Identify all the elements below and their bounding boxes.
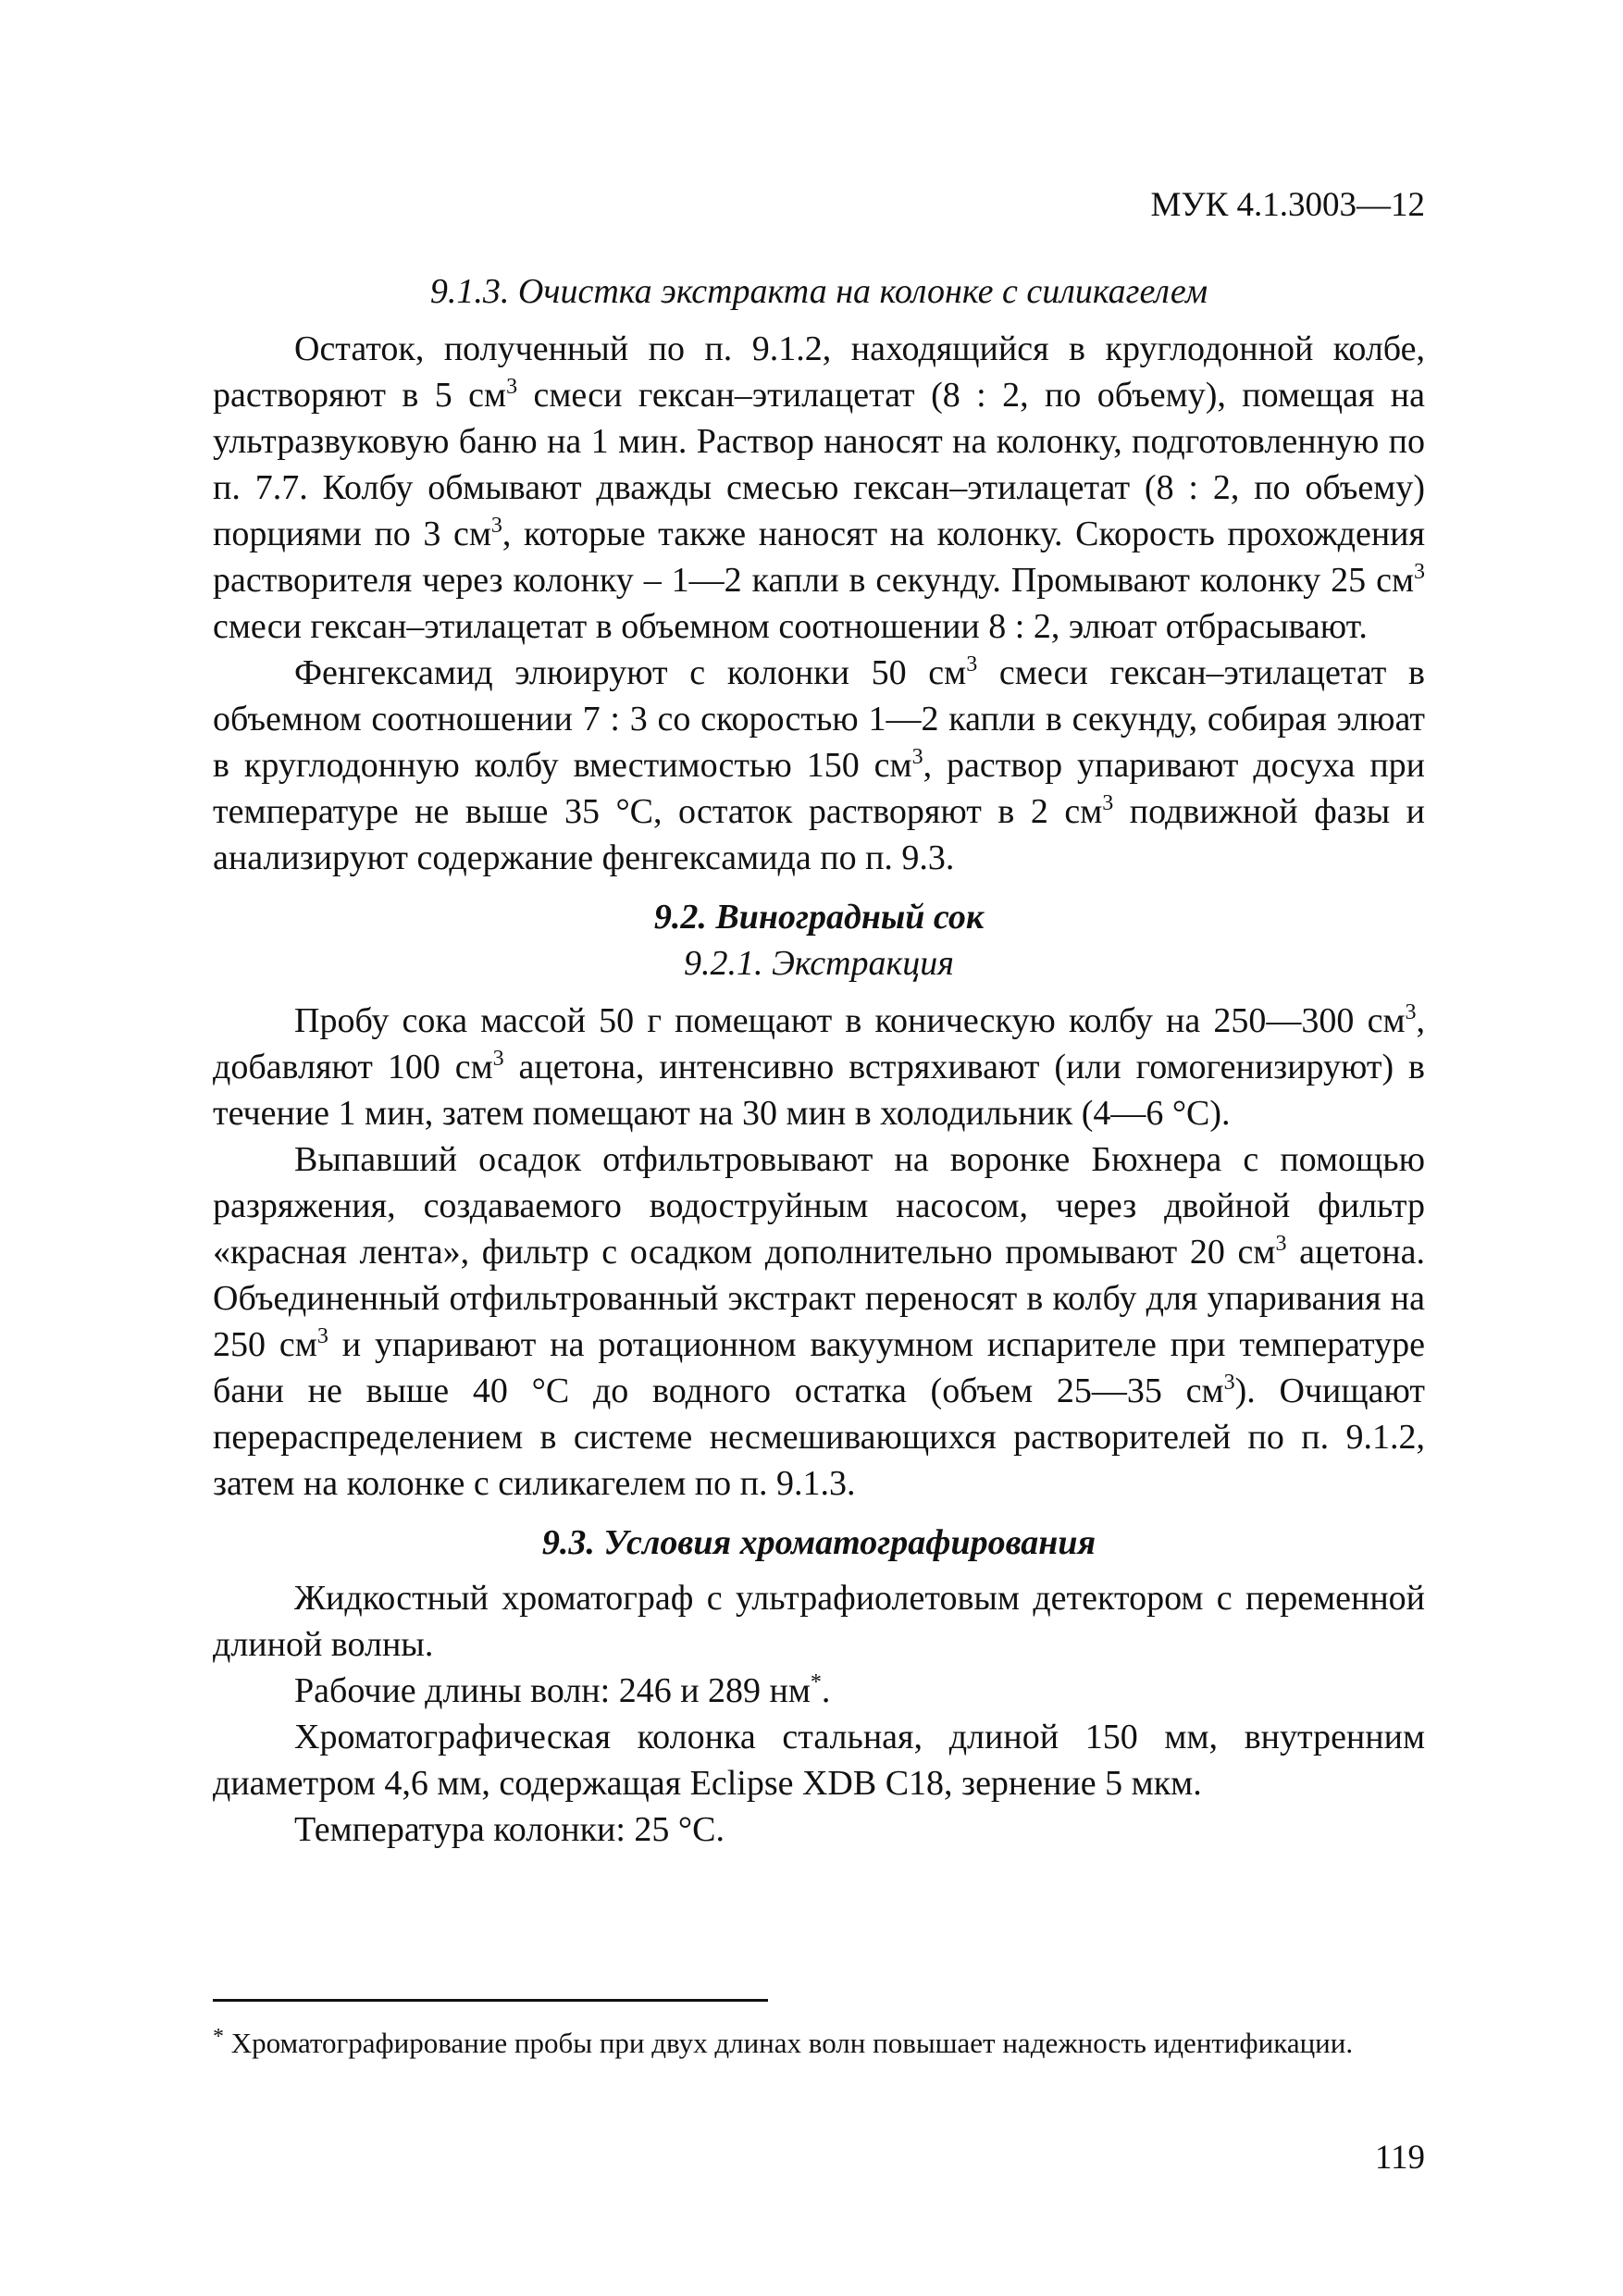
section-9-2-title: 9.2. Виноградный сок xyxy=(653,898,985,937)
section-9-2-1-paragraph-1 xyxy=(213,998,1425,1136)
text-run: . xyxy=(821,1671,831,1710)
text-run: , которые также наносят на колонку. Скорость прохождения растворителя через колонку – 1—2 капли в секунду. Промывают колонку 25 см xyxy=(213,515,1425,600)
page-content xyxy=(213,268,1425,1853)
document-page xyxy=(213,0,1425,2296)
footnote-text: Хроматографирование пробы при двух длинах волн повышает надежность идентификации. xyxy=(224,2027,1354,2059)
footnote xyxy=(213,2025,1425,2062)
superscript-cubic: 3 xyxy=(316,1324,328,1348)
text-run: ацетона, интенсивно встряхивают (или гомогенизируют) в течение 1 мин, затем помещают на 30 мин в холодильник (4—6 °С). xyxy=(213,1048,1425,1133)
section-9-3-title: 9.3. Условия хроматографирования xyxy=(541,1523,1096,1562)
text-run: смеси гексан–этилацетат в объемном соотношении 7 : 3 со скоростью 1—2 капли в секунду, собирая элюат в круглодонную колбу вместимостью 150 см xyxy=(213,653,1425,785)
section-9-1-3-paragraph-2 xyxy=(213,650,1425,881)
text-run: Пробу сока массой 50 г помещают в коническую колбу на 250—300 см xyxy=(294,1001,1406,1040)
superscript-cubic: 3 xyxy=(1414,560,1425,584)
text-run: Остаток, полученный по п. 9.1.2, находящийся в круглодонной колбе, растворяют в 5 см xyxy=(213,329,1425,415)
text-run: , раствор упаривают досуха при температуре не выше 35 °С, остаток растворяют в 2 см xyxy=(213,746,1425,831)
text-run: и упаривают на ротационном вакуумном испарителе при температуре бани не выше 40 °С до водного остатка (объем 25—35 см xyxy=(213,1325,1425,1410)
text-run: подвижной фазы и анализируют содержание фенгексамида по п. 9.3. xyxy=(213,792,1425,877)
text-run: , добавляют 100 см xyxy=(213,1001,1425,1086)
superscript-cubic: 3 xyxy=(911,745,923,769)
superscript-cubic: 3 xyxy=(1275,1232,1287,1256)
section-9-3-paragraph-2 xyxy=(213,1668,1425,1714)
section-9-2-1-title: 9.2.1. Экстракция xyxy=(684,944,954,983)
superscript-cubic: 3 xyxy=(492,1047,504,1071)
footnote-marker: * xyxy=(810,1670,822,1694)
footnote-marker: * xyxy=(213,2025,224,2049)
section-9-3-paragraph-4: Температура колонки: 25 °С. xyxy=(294,1810,725,1849)
section-9-3-paragraph-3: Хроматографическая колонка стальная, длиной 150 мм, внутренним диаметром 4,6 мм, содержащая Eclipse XDB C18, зернение 5 мкм. xyxy=(213,1718,1425,1803)
text-run: ). Очищают перераспределением в системе несмешивающихся растворителей по п. 9.1.2, затем на колонке с силикагелем по п. 9.1.3. xyxy=(213,1371,1425,1503)
footnote-divider xyxy=(213,1999,768,2002)
superscript-cubic: 3 xyxy=(1223,1371,1235,1395)
superscript-cubic: 3 xyxy=(490,514,502,538)
text-run: ацетона. Объединенный отфильтрованный экстракт переносят в колбу для упаривания на 250 см xyxy=(213,1233,1425,1364)
section-9-2-1-paragraph-2 xyxy=(213,1136,1425,1507)
section-9-3-paragraph-1: Жидкостный хроматограф с ультрафиолетовым детектором с переменной длиной волны. xyxy=(213,1579,1425,1664)
section-9-1-3-title: 9.1.3. Очистка экстракта на колонке с силикагелем xyxy=(429,272,1208,311)
text-run: смеси гексан–этилацетат (8 : 2, по объему), помещая на ультразвуковую баню на 1 мин. Раствор наносят на колонку, подготовленную по п. 7.7. Колбу обмывают дважды смесью гексан–этилацетат (8 : 2, по объему) порциями по 3 см xyxy=(213,376,1425,553)
text-run: Рабочие длины волн: 246 и 289 нм xyxy=(294,1671,811,1710)
superscript-cubic: 3 xyxy=(966,652,978,676)
document-code-header: МУК 4.1.3003—12 xyxy=(1150,186,1425,224)
text-run: Фенгексамид элюируют с колонки 50 см xyxy=(294,653,967,692)
superscript-cubic: 3 xyxy=(506,375,518,399)
page-number: 119 xyxy=(1374,2139,1425,2177)
superscript-cubic: 3 xyxy=(1102,791,1114,815)
superscript-cubic: 3 xyxy=(1405,1000,1417,1024)
text-run: Выпавший осадок отфильтровывают на воронке Бюхнера с помощью разряжения, создаваемого водоструйным насосом, через двойной фильтр «красная лента», фильтр с осадком дополнительно промывают 20 см xyxy=(213,1140,1425,1272)
text-run: смеси гексан–этилацетат в объемном соотношении 8 : 2, элюат отбрасывают. xyxy=(213,607,1368,646)
section-9-1-3-paragraph-1 xyxy=(213,326,1425,650)
